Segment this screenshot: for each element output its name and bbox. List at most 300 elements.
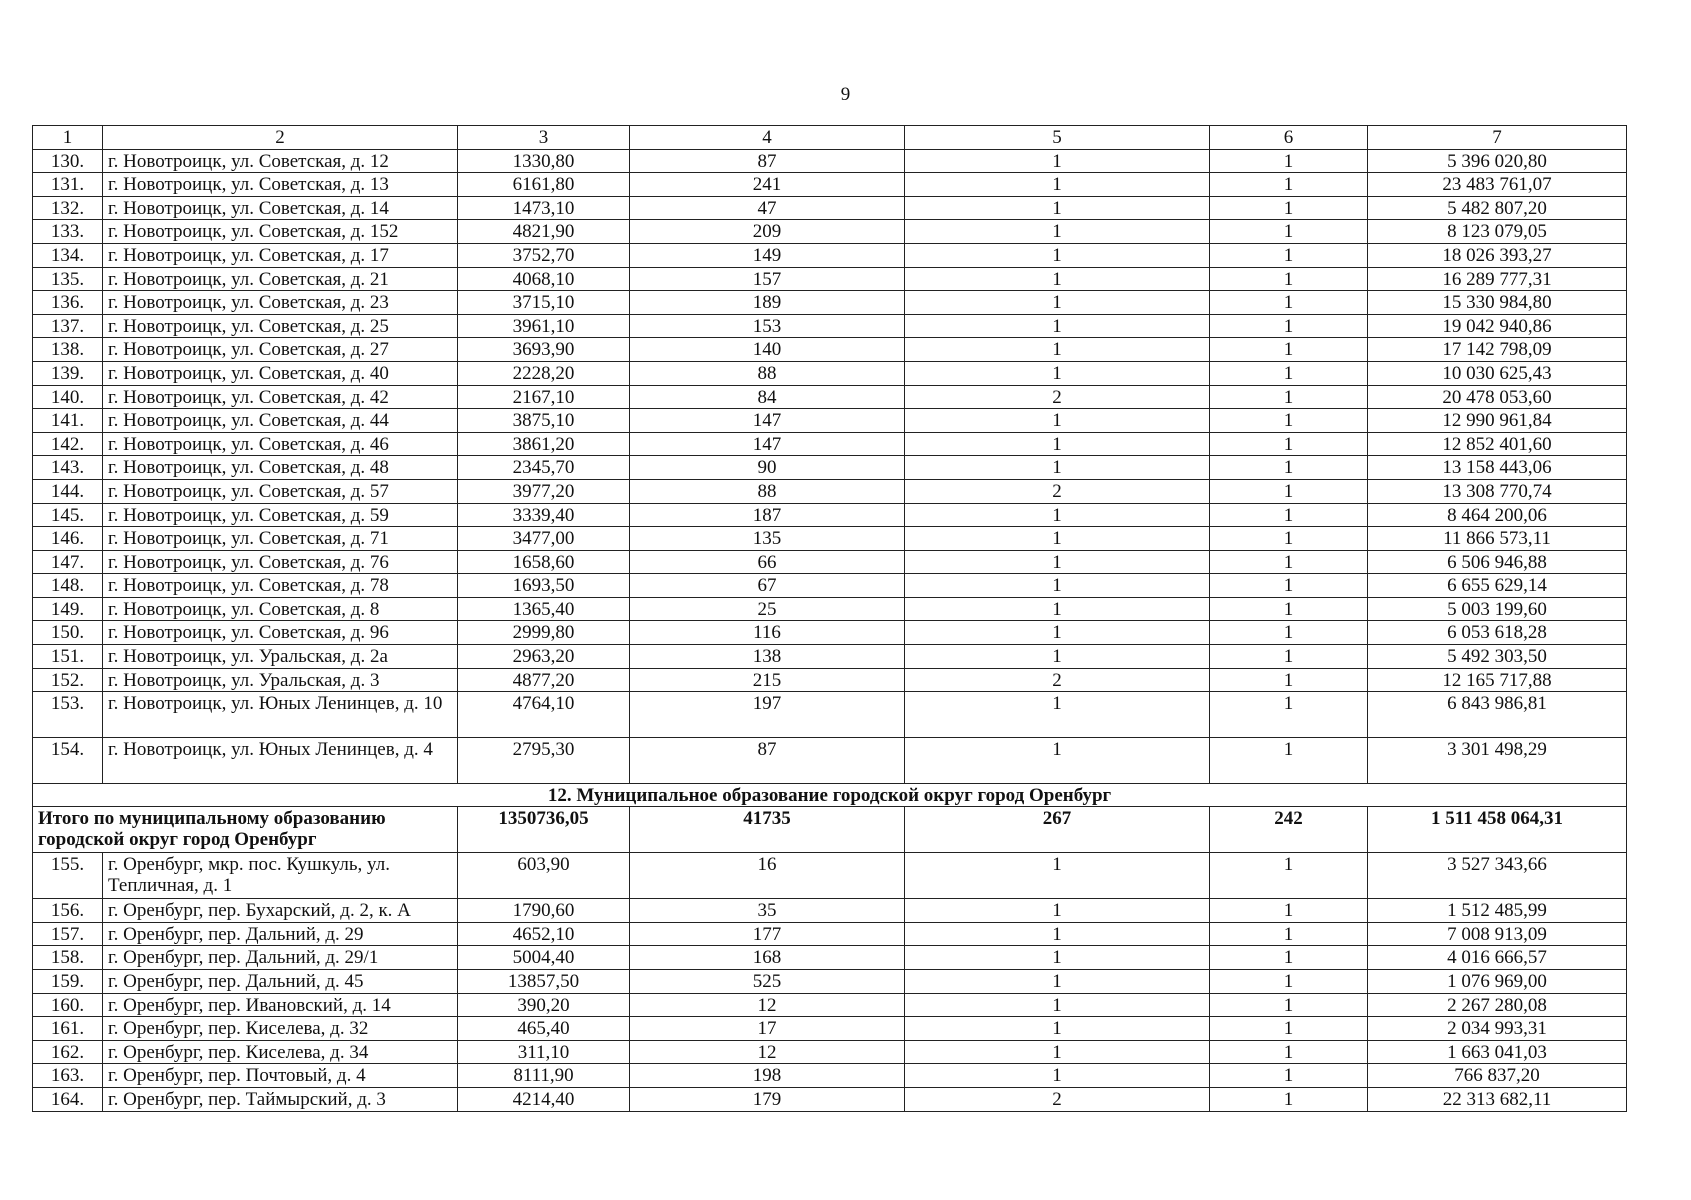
address: г. Новотроицк, ул. Советская, д. 8 [103,597,458,621]
table-row [33,503,1627,527]
row-number: 152. [33,668,103,692]
col6-value: 1 [1210,503,1368,527]
table-row [33,922,1627,946]
col5-value: 1 [905,645,1210,669]
col5-value: 2 [905,479,1210,503]
row-number: 156. [33,899,103,923]
col5-value: 1 [905,1064,1210,1088]
address: г. Оренбург, пер. Дальний, д. 29 [103,922,458,946]
col6-value: 1 [1210,692,1368,738]
address: г. Новотроицк, ул. Советская, д. 152 [103,220,458,244]
col6-value: 1 [1210,550,1368,574]
address: г. Новотроицк, ул. Советская, д. 48 [103,456,458,480]
table-row [33,574,1627,598]
row-number: 140. [33,385,103,409]
address: г. Оренбург, пер. Почтовый, д. 4 [103,1064,458,1088]
header-cell: 4 [630,126,905,150]
row-number: 146. [33,527,103,551]
col6-value: 1 [1210,456,1368,480]
area: 6161,80 [458,173,630,197]
table-row [33,432,1627,456]
col5-value: 1 [905,149,1210,173]
residents: 88 [630,479,905,503]
col6-value: 1 [1210,597,1368,621]
area: 2999,80 [458,621,630,645]
col5-value: 1 [905,243,1210,267]
amount: 11 866 573,11 [1368,527,1627,551]
row-number: 134. [33,243,103,267]
col6-value: 1 [1210,314,1368,338]
amount: 13 158 443,06 [1368,456,1627,480]
area: 1693,50 [458,574,630,598]
address: г. Новотроицк, ул. Уральская, д. 2а [103,645,458,669]
section-row [33,784,1627,807]
address: г. Оренбург, пер. Бухарский, д. 2, к. А [103,899,458,923]
table-row [33,668,1627,692]
table-row [33,385,1627,409]
row-number: 133. [33,220,103,244]
col6-value: 1 [1210,149,1368,173]
row-number: 157. [33,922,103,946]
address: г. Оренбург, пер. Дальний, д. 45 [103,970,458,994]
col6-value: 1 [1210,196,1368,220]
residents: 241 [630,173,905,197]
table-row [33,149,1627,173]
address: г. Оренбург, пер. Дальний, д. 29/1 [103,946,458,970]
page-number: 9 [840,84,851,105]
col6-value: 1 [1210,432,1368,456]
residents: 197 [630,692,905,738]
table-row [33,1017,1627,1041]
residents: 87 [630,738,905,784]
col6-value: 1 [1210,668,1368,692]
address: г. Новотроицк, ул. Советская, д. 46 [103,432,458,456]
col6-value: 1 [1210,385,1368,409]
address: г. Новотроицк, ул. Советская, д. 71 [103,527,458,551]
table-row [33,267,1627,291]
area: 603,90 [458,853,630,899]
table-row [33,1064,1627,1088]
area: 2228,20 [458,361,630,385]
row-number: 158. [33,946,103,970]
row-number: 131. [33,173,103,197]
residents: 189 [630,291,905,315]
address: г. Новотроицк, ул. Советская, д. 44 [103,409,458,433]
table-row [33,196,1627,220]
residents: 168 [630,946,905,970]
col5-value: 2 [905,668,1210,692]
amount: 18 026 393,27 [1368,243,1627,267]
amount: 22 313 682,11 [1368,1088,1627,1112]
address: г. Новотроицк, ул. Юных Ленинцев, д. 10 [103,692,458,738]
address: г. Оренбург, пер. Киселева, д. 34 [103,1040,458,1064]
col5-value: 1 [905,922,1210,946]
amount: 13 308 770,74 [1368,479,1627,503]
header-cell: 5 [905,126,1210,150]
row-number: 160. [33,993,103,1017]
col6-value: 1 [1210,970,1368,994]
row-number: 153. [33,692,103,738]
area: 2963,20 [458,645,630,669]
table-row [33,970,1627,994]
row-number: 141. [33,409,103,433]
address: г. Новотроицк, ул. Советская, д. 96 [103,621,458,645]
area: 3861,20 [458,432,630,456]
address: г. Новотроицк, ул. Юных Ленинцев, д. 4 [103,738,458,784]
amount: 4 016 666,57 [1368,946,1627,970]
total-col6: 242 [1210,807,1368,853]
table-row [33,692,1627,738]
area: 3693,90 [458,338,630,362]
amount: 6 506 946,88 [1368,550,1627,574]
housing-table [32,125,1627,1112]
table-row [33,361,1627,385]
area: 465,40 [458,1017,630,1041]
address: г. Новотроицк, ул. Советская, д. 14 [103,196,458,220]
col6-value: 1 [1210,220,1368,244]
table-row [33,314,1627,338]
table-row [33,550,1627,574]
total-label: Итого по муниципальному образованию городской округ город Оренбург [33,807,458,853]
col5-value: 1 [905,291,1210,315]
amount: 19 042 940,86 [1368,314,1627,338]
row-number: 145. [33,503,103,527]
col5-value: 1 [905,361,1210,385]
row-number: 159. [33,970,103,994]
col5-value: 1 [905,946,1210,970]
area: 4214,40 [458,1088,630,1112]
address: г. Новотроицк, ул. Советская, д. 17 [103,243,458,267]
col5-value: 1 [905,1017,1210,1041]
address: г. Новотроицк, ул. Советская, д. 59 [103,503,458,527]
residents: 187 [630,503,905,527]
col6-value: 1 [1210,574,1368,598]
area: 2167,10 [458,385,630,409]
row-number: 143. [33,456,103,480]
amount: 5 396 020,80 [1368,149,1627,173]
col6-value: 1 [1210,946,1368,970]
amount: 17 142 798,09 [1368,338,1627,362]
residents: 90 [630,456,905,480]
row-number: 148. [33,574,103,598]
address: г. Новотроицк, ул. Советская, д. 12 [103,149,458,173]
col5-value: 1 [905,432,1210,456]
amount: 12 990 961,84 [1368,409,1627,433]
header-cell: 6 [1210,126,1368,150]
table-row [33,853,1627,899]
residents: 153 [630,314,905,338]
address: г. Новотроицк, ул. Советская, д. 57 [103,479,458,503]
amount: 3 301 498,29 [1368,738,1627,784]
address: г. Оренбург, пер. Киселева, д. 32 [103,1017,458,1041]
amount: 1 512 485,99 [1368,899,1627,923]
col5-value: 1 [905,314,1210,338]
table-row [33,946,1627,970]
residents: 157 [630,267,905,291]
table-row [33,1040,1627,1064]
row-number: 135. [33,267,103,291]
area: 3339,40 [458,503,630,527]
area: 5004,40 [458,946,630,970]
residents: 198 [630,1064,905,1088]
address: г. Оренбург, пер. Таймырский, д. 3 [103,1088,458,1112]
col6-value: 1 [1210,922,1368,946]
table-row [33,291,1627,315]
col5-value: 1 [905,267,1210,291]
amount: 7 008 913,09 [1368,922,1627,946]
row-number: 150. [33,621,103,645]
col5-value: 2 [905,385,1210,409]
area: 4764,10 [458,692,630,738]
row-number: 137. [33,314,103,338]
col5-value: 1 [905,409,1210,433]
col6-value: 1 [1210,291,1368,315]
col5-value: 1 [905,993,1210,1017]
row-number: 151. [33,645,103,669]
col6-value: 1 [1210,621,1368,645]
table-body [33,126,1627,1112]
residents: 215 [630,668,905,692]
amount: 5 003 199,60 [1368,597,1627,621]
col5-value: 1 [905,1040,1210,1064]
area: 3715,10 [458,291,630,315]
col5-value: 2 [905,1088,1210,1112]
amount: 6 655 629,14 [1368,574,1627,598]
amount: 15 330 984,80 [1368,291,1627,315]
amount: 2 034 993,31 [1368,1017,1627,1041]
table-row [33,338,1627,362]
col5-value: 1 [905,597,1210,621]
residents: 135 [630,527,905,551]
address: г. Новотроицк, ул. Советская, д. 13 [103,173,458,197]
col6-value: 1 [1210,993,1368,1017]
amount: 6 843 986,81 [1368,692,1627,738]
total-amount: 1 511 458 064,31 [1368,807,1627,853]
row-number: 130. [33,149,103,173]
table-row [33,409,1627,433]
header-row [33,126,1627,150]
header-cell: 7 [1368,126,1627,150]
address: г. Новотроицк, ул. Советская, д. 25 [103,314,458,338]
residents: 138 [630,645,905,669]
col6-value: 1 [1210,479,1368,503]
header-cell: 3 [458,126,630,150]
area: 2795,30 [458,738,630,784]
area: 1790,60 [458,899,630,923]
col5-value: 1 [905,899,1210,923]
area: 1473,10 [458,196,630,220]
amount: 20 478 053,60 [1368,385,1627,409]
area: 3875,10 [458,409,630,433]
total-residents: 41735 [630,807,905,853]
residents: 147 [630,409,905,433]
residents: 87 [630,149,905,173]
area: 2345,70 [458,456,630,480]
residents: 116 [630,621,905,645]
residents: 525 [630,970,905,994]
amount: 8 464 200,06 [1368,503,1627,527]
amount: 2 267 280,08 [1368,993,1627,1017]
area: 3977,20 [458,479,630,503]
amount: 8 123 079,05 [1368,220,1627,244]
amount: 766 837,20 [1368,1064,1627,1088]
area: 4877,20 [458,668,630,692]
col5-value: 1 [905,621,1210,645]
row-number: 155. [33,853,103,899]
row-number: 132. [33,196,103,220]
col5-value: 1 [905,574,1210,598]
col5-value: 1 [905,173,1210,197]
residents: 16 [630,853,905,899]
address: г. Новотроицк, ул. Советская, д. 23 [103,291,458,315]
col5-value: 1 [905,692,1210,738]
table-row [33,645,1627,669]
col5-value: 1 [905,196,1210,220]
col6-value: 1 [1210,173,1368,197]
header-cell: 2 [103,126,458,150]
total-col5: 267 [905,807,1210,853]
header-cell: 1 [33,126,103,150]
residents: 47 [630,196,905,220]
table-row [33,1088,1627,1112]
area: 1330,80 [458,149,630,173]
residents: 209 [630,220,905,244]
residents: 88 [630,361,905,385]
col5-value: 1 [905,853,1210,899]
col6-value: 1 [1210,1040,1368,1064]
row-number: 161. [33,1017,103,1041]
col5-value: 1 [905,738,1210,784]
table-row [33,621,1627,645]
amount: 3 527 343,66 [1368,853,1627,899]
col6-value: 1 [1210,409,1368,433]
address: г. Новотроицк, ул. Советская, д. 76 [103,550,458,574]
col5-value: 1 [905,527,1210,551]
col6-value: 1 [1210,899,1368,923]
col6-value: 1 [1210,338,1368,362]
row-number: 142. [33,432,103,456]
row-number: 138. [33,338,103,362]
residents: 179 [630,1088,905,1112]
row-number: 154. [33,738,103,784]
amount: 6 053 618,28 [1368,621,1627,645]
address: г. Оренбург, пер. Ивановский, д. 14 [103,993,458,1017]
col6-value: 1 [1210,267,1368,291]
amount: 1 663 041,03 [1368,1040,1627,1064]
residents: 177 [630,922,905,946]
section-title: 12. Муниципальное образование городской округ город Оренбург [33,784,1627,807]
row-number: 149. [33,597,103,621]
col5-value: 1 [905,550,1210,574]
address: г. Новотроицк, ул. Уральская, д. 3 [103,668,458,692]
table-row [33,173,1627,197]
amount: 10 030 625,43 [1368,361,1627,385]
row-number: 147. [33,550,103,574]
table-row [33,993,1627,1017]
total-area: 1350736,05 [458,807,630,853]
residents: 149 [630,243,905,267]
area: 3477,00 [458,527,630,551]
area: 13857,50 [458,970,630,994]
address: г. Оренбург, мкр. пос. Кушкуль, ул. Тепличная, д. 1 [103,853,458,899]
amount: 5 492 303,50 [1368,645,1627,669]
table-row [33,220,1627,244]
residents: 35 [630,899,905,923]
address: г. Новотроицк, ул. Советская, д. 40 [103,361,458,385]
row-number: 164. [33,1088,103,1112]
amount: 12 852 401,60 [1368,432,1627,456]
col6-value: 1 [1210,1088,1368,1112]
residents: 12 [630,1040,905,1064]
col5-value: 1 [905,220,1210,244]
amount: 5 482 807,20 [1368,196,1627,220]
area: 311,10 [458,1040,630,1064]
address: г. Новотроицк, ул. Советская, д. 21 [103,267,458,291]
area: 390,20 [458,993,630,1017]
amount: 23 483 761,07 [1368,173,1627,197]
residents: 147 [630,432,905,456]
col6-value: 1 [1210,1017,1368,1041]
residents: 84 [630,385,905,409]
table-row [33,597,1627,621]
residents: 140 [630,338,905,362]
row-number: 136. [33,291,103,315]
col6-value: 1 [1210,645,1368,669]
area: 3752,70 [458,243,630,267]
table-row [33,899,1627,923]
table-row [33,456,1627,480]
col5-value: 1 [905,456,1210,480]
residents: 17 [630,1017,905,1041]
amount: 12 165 717,88 [1368,668,1627,692]
row-number: 144. [33,479,103,503]
col6-value: 1 [1210,853,1368,899]
col5-value: 1 [905,970,1210,994]
address: г. Новотроицк, ул. Советская, д. 42 [103,385,458,409]
area: 1365,40 [458,597,630,621]
row-number: 139. [33,361,103,385]
area: 4821,90 [458,220,630,244]
area: 4652,10 [458,922,630,946]
area: 4068,10 [458,267,630,291]
table-row [33,738,1627,784]
residents: 67 [630,574,905,598]
amount: 1 076 969,00 [1368,970,1627,994]
area: 1658,60 [458,550,630,574]
residents: 25 [630,597,905,621]
residents: 66 [630,550,905,574]
col6-value: 1 [1210,738,1368,784]
table-row [33,479,1627,503]
area: 8111,90 [458,1064,630,1088]
address: г. Новотроицк, ул. Советская, д. 78 [103,574,458,598]
col6-value: 1 [1210,243,1368,267]
col5-value: 1 [905,338,1210,362]
col5-value: 1 [905,503,1210,527]
area: 3961,10 [458,314,630,338]
amount: 16 289 777,31 [1368,267,1627,291]
total-row [33,807,1627,853]
col6-value: 1 [1210,361,1368,385]
row-number: 162. [33,1040,103,1064]
address: г. Новотроицк, ул. Советская, д. 27 [103,338,458,362]
col6-value: 1 [1210,1064,1368,1088]
table-row [33,527,1627,551]
residents: 12 [630,993,905,1017]
col6-value: 1 [1210,527,1368,551]
table-row [33,243,1627,267]
row-number: 163. [33,1064,103,1088]
